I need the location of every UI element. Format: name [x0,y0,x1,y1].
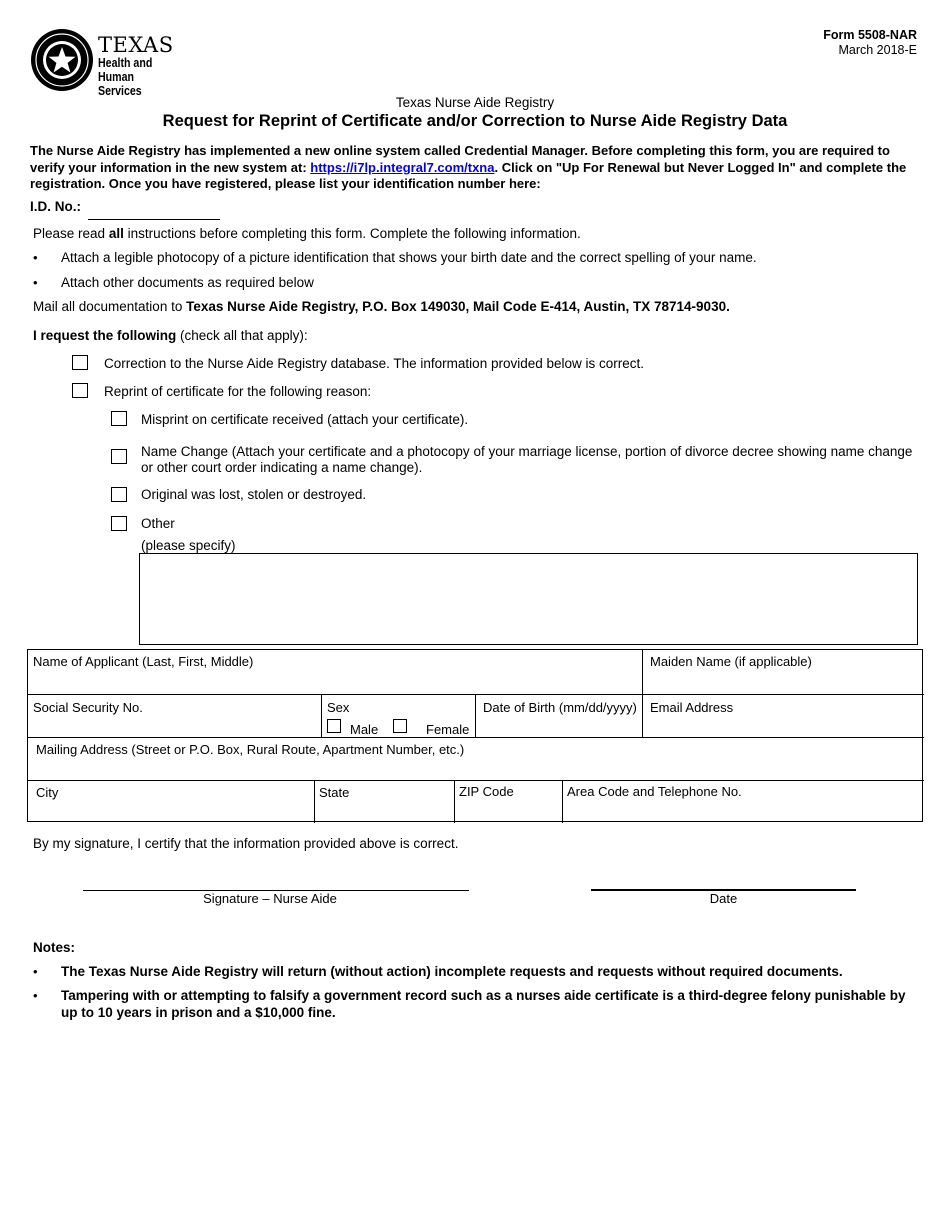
other-specify-textarea[interactable] [139,553,918,645]
texas-hhs-logo [30,28,200,98]
read-instructions-pre: Please read [33,226,109,241]
mail-instructions [33,299,730,315]
intro-text-2: . Click on "Up For Renewal but Never Logged In" and complete the registration. Once you have registered, please list your identification number here: [30,159,907,191]
bullet-icon: • [33,964,38,979]
texas-seal-icon [30,28,94,92]
form-subtitle: Texas Nurse Aide Registry [395,95,555,110]
email-field[interactable]: Email Address [650,700,734,715]
correction-label: Correction to the Nurse Aide Registry database. The information provided below is correct. [104,356,645,371]
logo-texas-text: TEXAS [98,33,174,57]
form-date: March 2018-E [838,43,917,57]
read-instructions-bold: all [108,226,124,241]
notes-heading: Notes: [33,940,76,955]
id-number-field[interactable] [88,219,220,220]
request-heading-rest: (check all that apply): [176,328,308,343]
male-checkbox[interactable] [327,719,341,733]
mailing-address-field[interactable]: Mailing Address (Street or P.O. Box, Rural Route, Apartment Number, etc.) [36,742,465,757]
other-specify-label: (please specify) [141,538,236,553]
bullet-icon: • [33,250,38,265]
form-number-block [823,28,917,58]
phone-field[interactable]: Area Code and Telephone No. [567,784,742,799]
maiden-name-field[interactable]: Maiden Name (if applicable) [650,654,812,669]
signature-label: Signature – Nurse Aide [203,891,337,906]
note-incomplete-requests: The Texas Nurse Aide Registry will return (without action) incomplete requests and requests without required documents. [61,964,843,979]
intro-paragraph [30,143,925,193]
female-checkbox[interactable] [393,719,407,733]
reprint-label: Reprint of certificate for the following reason: [104,384,372,399]
misprint-checkbox[interactable] [111,411,127,426]
female-label: Female [426,722,470,737]
misprint-label: Misprint on certificate received (attach your certificate). [141,412,469,427]
name-change-label: Name Change (Attach your certificate and a photocopy of your marriage license, portion of divorce decree showing name change or other court order indicating a name change). [141,444,913,475]
mail-instructions-pre: Mail all documentation to [33,299,187,314]
state-field[interactable]: State [319,785,350,800]
credential-manager-link[interactable]: https://i7lp.integral7.com/txna [310,159,495,175]
applicant-name-field[interactable]: Name of Applicant (Last, First, Middle) [33,654,254,669]
correction-checkbox[interactable] [72,355,88,370]
lost-checkbox[interactable] [111,487,127,502]
note-tampering-warning: Tampering with or attempting to falsify a government record such as a nurses aide certificate is a third-degree felony punishable by up to 10 years in prison and a $10,000 fine. [61,988,906,1020]
bullet-other-docs: Attach other documents as required below [61,275,314,290]
bullet-icon: • [33,275,38,290]
bullet-icon: • [33,988,38,1003]
bullet-photo-id: Attach a legible photocopy of a picture identification that shows your birth date and the correct spelling of your name. [61,250,757,265]
id-number-label: I.D. No.: [30,199,81,214]
read-instructions-post: instructions before completing this form. Complete the following information. [123,226,581,241]
intro-text-1: The Nurse Aide Registry has implemented a new online system called Credential Manager. Before completing this form, you are required to verify your information in the new system at: [30,143,890,175]
reprint-checkbox[interactable] [72,383,88,398]
other-label: Other [141,516,175,531]
lost-label: Original was lost, stolen or destroyed. [141,487,367,502]
applicant-info-table [27,649,923,822]
mail-address: Texas Nurse Aide Registry, P.O. Box 149030, Mail Code E-414, Austin, TX 78714-9030. [186,299,730,314]
form-number: Form 5508-NAR [823,28,917,42]
zip-field[interactable]: ZIP Code [459,784,514,799]
certify-statement: By my signature, I certify that the information provided above is correct. [33,836,459,851]
date-label: Date [709,891,738,906]
male-label: Male [350,722,379,737]
logo-subline-1: Health and Human [98,56,153,84]
ssn-field[interactable]: Social Security No. [33,700,143,715]
read-instructions [33,226,581,242]
other-checkbox[interactable] [111,516,127,531]
request-heading [33,328,308,344]
sex-label: Sex [327,700,350,715]
form-title: Request for Reprint of Certificate and/or Correction to Nurse Aide Registry Data [162,112,788,130]
dob-field[interactable]: Date of Birth (mm/dd/yyyy) [483,700,637,715]
request-heading-bold: I request the following [33,328,177,343]
city-field[interactable]: City [36,785,59,800]
name-change-checkbox[interactable] [111,449,127,464]
logo-subline-2: Services [98,84,142,98]
